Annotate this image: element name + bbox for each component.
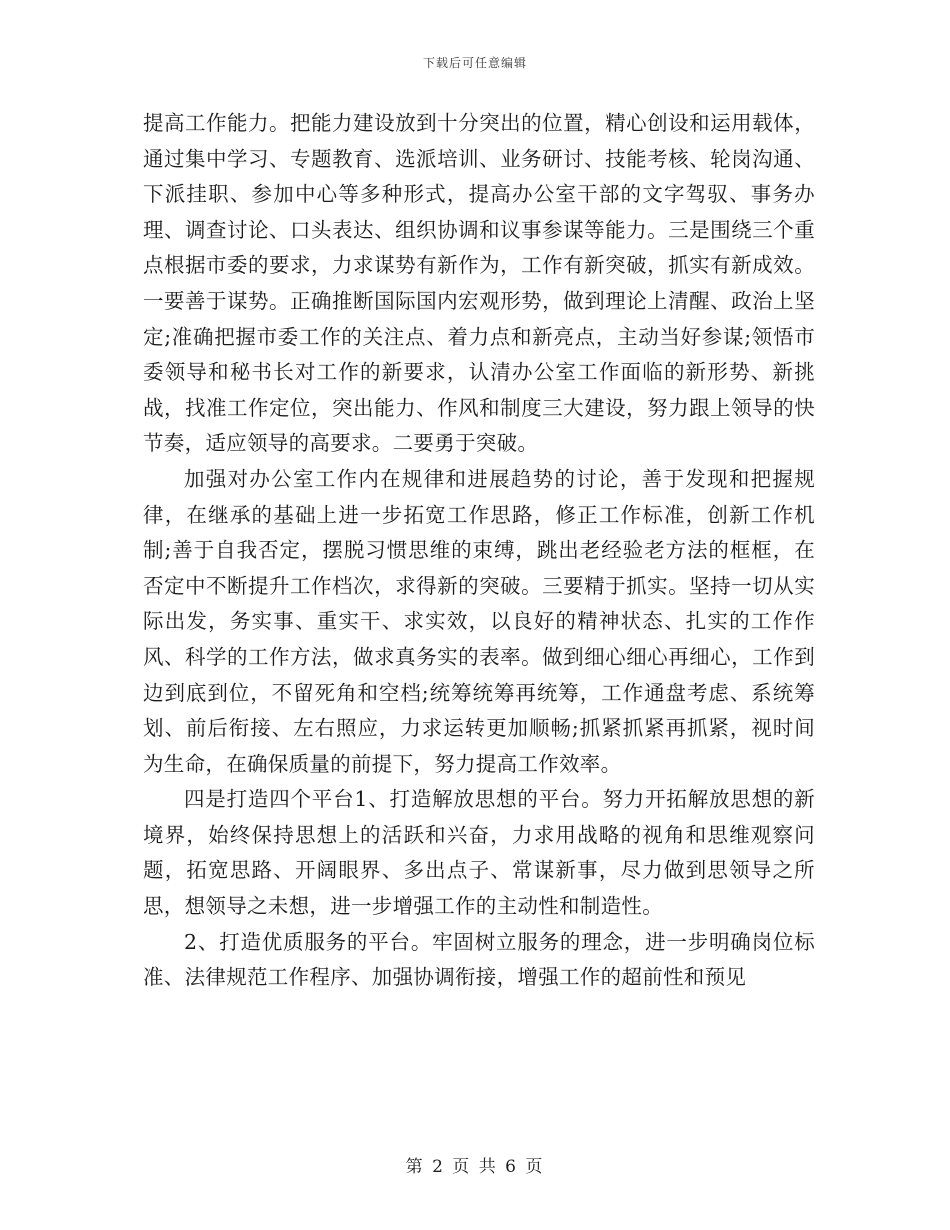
paragraph-4: 2、打造优质服务的平台。牢固树立服务的理念，进一步明确岗位标准、法律规范工作程序、加强协调衔接，增强工作的超前性和预见 [143,929,815,990]
document-body [143,106,815,996]
page-header: 下载后可任意编辑 [422,56,527,70]
paragraph-3: 四是打造四个平台1、打造解放思想的平台。努力开拓解放思想的新境界，始终保持思想上的活跃和兴奋，力求用战略的视角和思维观察问题，拓宽思路、开阔眼界、多出点子、常谋新事，尽力做到思领导之所思，想领导之未想，进一步增强工作的主动性和制造性。 [143,787,815,919]
paragraph-2: 加强对办公室工作内在规律和进展趋势的讨论，善于发现和把握规律，在继承的基础上进一步拓宽工作思路，修正工作标准，创新工作机制;善于自我否定，摆脱习惯思维的束缚，跳出老经验老方法的框框，在否定中不断提升工作档次，求得新的突破。三要精于抓实。坚持一切从实际出发，务实事、重实干、求实效，以良好的精神状态、扎实的工作作风、科学的工作方法，做求真务实的表率。做到细心细心再细心，工作到边到底到位，不留死角和空档;统筹统筹再统筹，工作通盘考虑、系统筹划、前后衔接、左右照应，力求运转更加顺畅;抓紧抓紧再抓紧，视时间为生命，在确保质量的前提下，努力提高工作效率。 [143,466,815,776]
page-footer: 第 2 页 共 6 页 [405,1157,545,1177]
paragraph-1: 提高工作能力。把能力建设放到十分突出的位置，精心创设和运用载体，通过集中学习、专题教育、选派培训、业务研讨、技能考核、轮岗沟通、下派挂职、参加中心等多种形式，提高办公室干部的文字驾驭、事务办理、调查讨论、口头表达、组织协调和议事参谋等能力。三是围绕三个重点根据市委的要求，力求谋势有新作为，工作有新突破，抓实有新成效。一要善于谋势。正确推断国际国内宏观形势，做到理论上清醒、政治上坚定;准确把握市委工作的关注点、着力点和新亮点，主动当好参谋;领悟市委领导和秘书长对工作的新要求，认清办公室工作面临的新形势、新挑战，找准工作定位，突出能力、作风和制度三大建设，努力跟上领导的快节奏，适应领导的高要求。二要勇于突破。 [143,111,815,456]
